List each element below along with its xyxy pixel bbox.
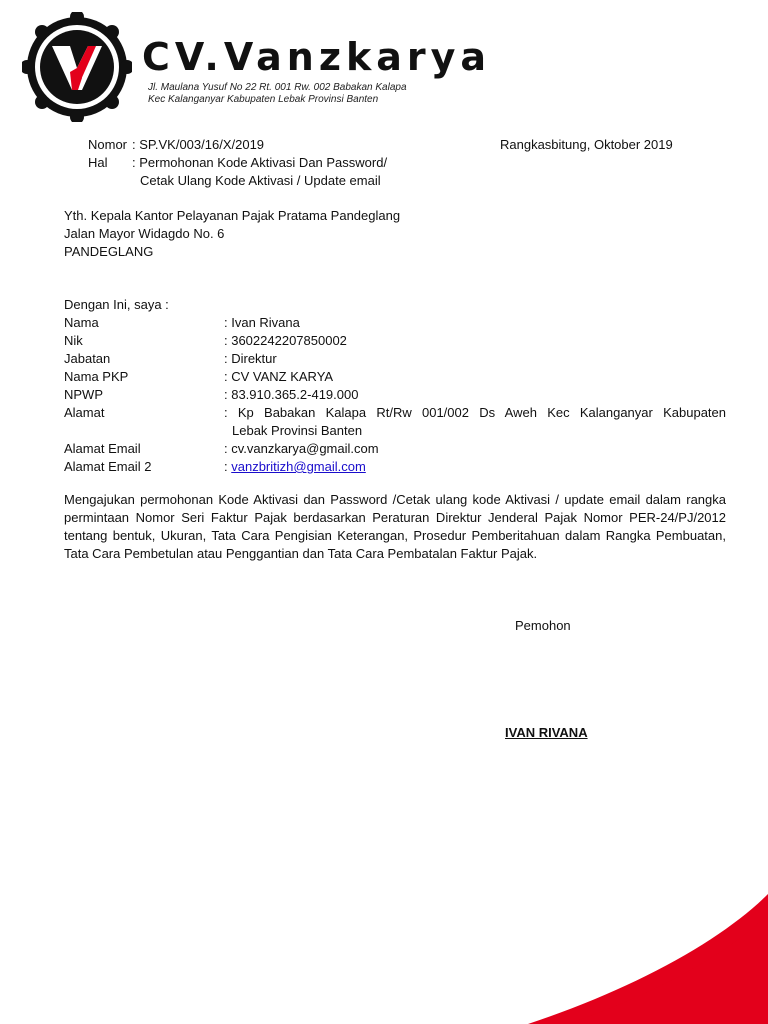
identity-row-email [0, 440, 768, 458]
field-value: : 83.910.365.2-419.000 [224, 387, 359, 402]
field-value: : Kp Babakan Kalapa Rt/Rw 001/002 Ds Aweh Kec Kalanganyar Kabupaten [224, 405, 726, 420]
identity-row-email-2 [0, 458, 768, 476]
hal-value-2: Cetak Ulang Kode Aktivasi / Update email [140, 173, 381, 188]
field-label: Nama PKP [64, 369, 129, 384]
field-label: NPWP [64, 387, 103, 402]
email-link[interactable]: vanzbritizh@gmail.com [231, 459, 366, 474]
field-value: : Direktur [224, 351, 277, 366]
hal-value-1: : Permohonan Kode Aktivasi Dan Password/ [132, 155, 388, 170]
recipient-line2: Jalan Mayor Widagdo No. 6 [64, 226, 225, 241]
signature-name: IVAN RIVANA [505, 725, 588, 740]
signature-label: Pemohon [515, 618, 571, 633]
company-address-line2: Kec Kalanganyar Kabupaten Lebak Provinsi Banten [148, 94, 379, 105]
nomor-label: Nomor [88, 137, 128, 152]
field-label: Jabatan [64, 351, 111, 366]
nomor-value: : SP.VK/003/16/X/2019 [132, 137, 265, 152]
field-value: : CV VANZ KARYA [224, 369, 334, 384]
identity-row-jabatan [0, 350, 768, 368]
field-label: Alamat [64, 405, 105, 420]
company-logo [22, 12, 132, 122]
company-name: CV.Vanzkarya [142, 35, 492, 79]
field-colon: : [224, 459, 232, 474]
field-label: Nama [64, 315, 99, 330]
recipient-line3: PANDEGLANG [64, 244, 154, 259]
decorative-corner-shape [528, 894, 768, 1024]
identity-row-npwp [0, 386, 768, 404]
identity-row-nama-pkp [0, 368, 768, 386]
identity-intro: Dengan Ini, saya : [64, 297, 169, 312]
identity-row-alamat [0, 404, 768, 440]
field-label: Alamat Email 2 [64, 459, 152, 474]
field-value-continuation: Lebak Provinsi Banten [232, 423, 363, 438]
body-paragraph: Mengajukan permohonan Kode Aktivasi dan Password /Cetak ulang kode Aktivasi / update email dalam rangka permintaan Nomor Seri Faktur Pajak berdasarkan Peraturan Direktur Jenderal Pajak Nomor PER-24/PJ/2012 tentang bentuk, Ukuran, Tata Cara Pengisian Keterangan, Prosedur Pemberitahuan dalam Rangka Pembuatan, Tata Cara Pembetulan atau Penggantian dan Tata Cara Pembatalan Faktur Pajak. [64, 492, 726, 561]
recipient-line1: Yth. Kepala Kantor Pelayanan Pajak Pratama Pandeglang [64, 208, 401, 223]
place-date: Rangkasbitung, Oktober 2019 [500, 137, 673, 152]
field-value [224, 458, 366, 476]
field-value: : 3602242207850002 [224, 333, 347, 348]
company-address-line1: Jl. Maulana Yusuf No 22 Rt. 001 Rw. 002 Babakan Kalapa [148, 82, 407, 93]
field-value: : cv.vanzkarya@gmail.com [224, 441, 379, 456]
field-value: : Ivan Rivana [224, 315, 300, 330]
identity-row-nik [0, 332, 768, 350]
field-label: Alamat Email [64, 441, 141, 456]
identity-row-nama [0, 314, 768, 332]
identity-table [0, 314, 768, 476]
hal-label: Hal [88, 155, 108, 170]
field-label: Nik [64, 333, 83, 348]
